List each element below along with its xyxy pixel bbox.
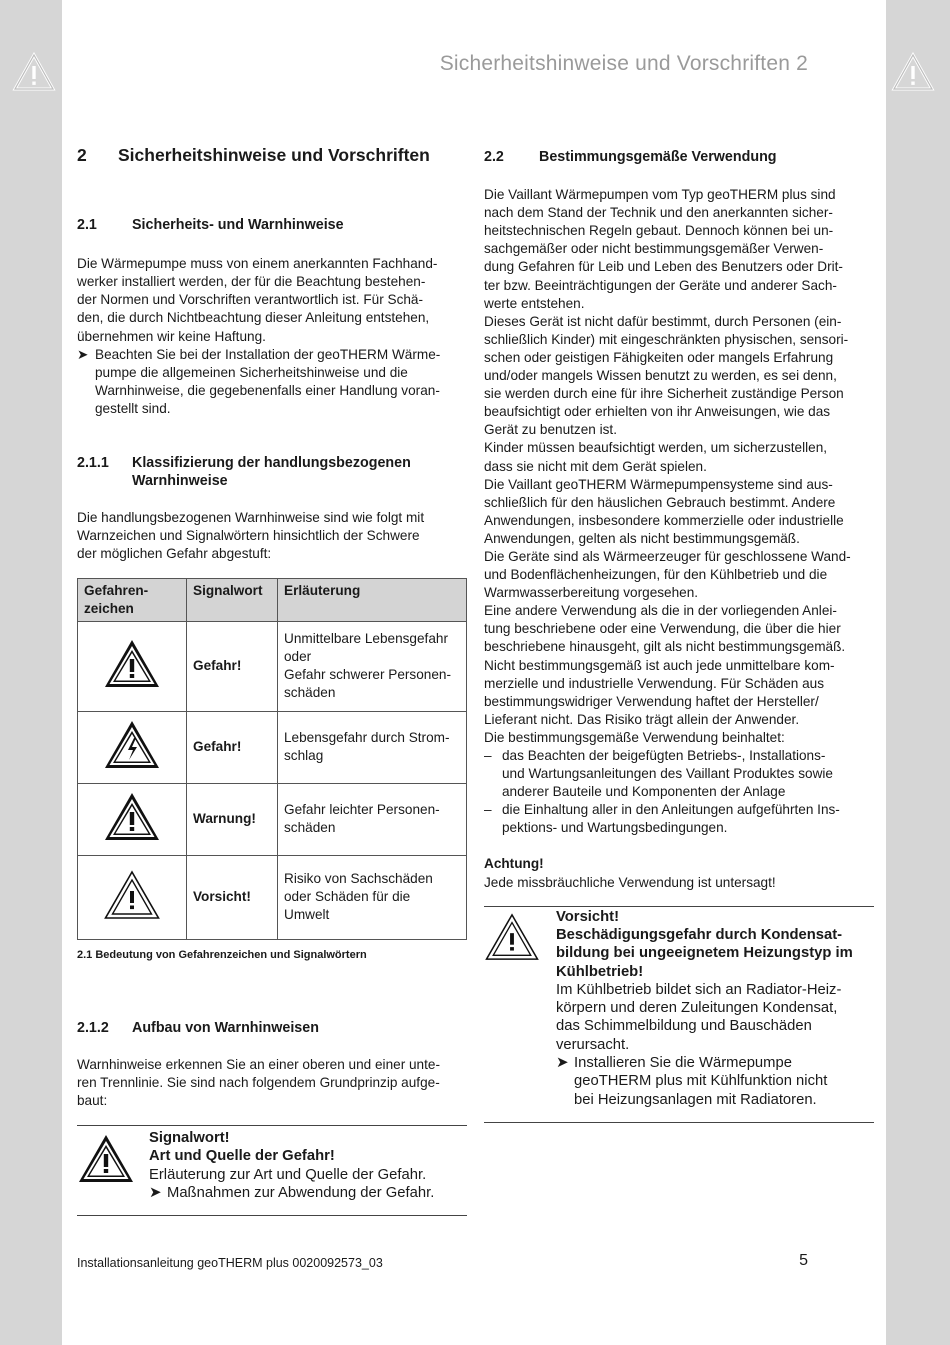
section-title: Aufbau von Warnhinweisen	[132, 1019, 319, 1036]
warning-triangle-icon	[103, 791, 161, 843]
icon-cell	[78, 711, 187, 783]
section-title: Klassifizierung der handlungsbezogenen Warnhinweise	[132, 455, 411, 490]
left-column	[77, 146, 469, 1216]
caution-triangle-outline-icon	[484, 912, 540, 962]
signal-word: Signalwort!	[149, 1130, 230, 1147]
arrow-bullet-icon: ➤	[149, 1185, 162, 1202]
explanation: Risiko von Sachschäden oder Schäden für die Umwelt	[278, 855, 467, 939]
caution-text	[556, 908, 853, 1109]
signal-word: Vorsicht!	[187, 855, 278, 939]
attention-label: Achtung!	[484, 856, 544, 872]
section-number: 2.1.2	[77, 1019, 109, 1036]
chapter-title: Sicherheitshinweise und Vorschriften	[118, 145, 430, 165]
warning-triangle-icon	[77, 1133, 135, 1185]
electric-shock-triangle-icon	[103, 719, 161, 771]
chapter-number: 2	[77, 145, 87, 165]
column-header: Erläuterung	[278, 578, 467, 621]
danger-triangle-icon	[103, 638, 161, 690]
right-column	[484, 148, 876, 1123]
paragraph: Die Wärmepumpe muss von einem anerkannten Fachhand- werker installiert werden, der für die Beachtung bestehen- der Normen und Vorschriften verantwortlich ist. Für Schä- den, die durch Nichtbeachtung dieser Anleitung entstehen, übernehmen wir keine Haftung.	[77, 256, 438, 344]
bullet-item	[149, 1184, 434, 1202]
signal-word: Warnung!	[187, 783, 278, 855]
warning-triangle-icon	[12, 52, 56, 92]
caution-icon-holder	[484, 908, 556, 1109]
table-caption: 2.1 Bedeutung von Gefahrenzeichen und Signalwörtern	[77, 948, 367, 961]
section-title: Sicherheits- und Warnhinweise	[132, 217, 344, 234]
dash-text: die Einhaltung aller in den Anleitungen aufgeführten Ins- pektions- und Wartungsbedingungen.	[502, 802, 840, 836]
signal-word: Vorsicht!	[556, 908, 620, 925]
footer-text: Installationsanleitung geoTHERM plus 0020092573_03	[77, 1256, 383, 1270]
dash-item	[484, 747, 876, 801]
table-row	[78, 711, 467, 783]
explanation: Lebensgefahr durch Strom- schlag	[278, 711, 467, 783]
bullet-text: Maßnahmen zur Abwendung der Gefahr.	[167, 1185, 435, 1202]
running-header: Sicherheitshinweise und Vorschriften 2	[439, 52, 808, 75]
dash-bullet: –	[484, 748, 492, 763]
signal-words-table	[77, 578, 467, 940]
dash-bullet: –	[484, 802, 492, 818]
icon-cell	[78, 855, 187, 939]
document-page	[62, 0, 886, 1345]
icon-cell	[78, 621, 187, 711]
explanation: Gefahr leichter Personen- schäden	[278, 783, 467, 855]
warning-icon-holder	[77, 1129, 149, 1202]
paragraph: Warnhinweise erkennen Sie an einer oberen und einer unte- ren Trennlinie. Sie sind nach folgendem Grundprinzip aufge- baut:	[77, 1056, 440, 1109]
chapter-heading	[77, 146, 469, 164]
dash-item	[484, 801, 876, 837]
caution-box	[484, 906, 874, 1123]
signal-word: Gefahr!	[187, 621, 278, 711]
warning-triangle-icon	[891, 52, 935, 92]
paragraph: Die Vaillant geoTHERM Wärmepumpensysteme sind aus- schließlich für den häuslichen Gebrauch bestimmt. Andere Anwendungen, insbesondere kommerzielle oder industrielle Anwendungen, gelten als nicht bestimmungsgemäß.	[484, 476, 844, 546]
hazard-explanation: Erläuterung zur Art und Quelle der Gefahr.	[149, 1166, 427, 1183]
section-heading-2-1	[77, 216, 469, 234]
paragraph: Die Vaillant Wärmepumpen vom Typ geoTHERM plus sind nach dem Stand der Technik und den anerkannten sicher- heitstechnischen Regeln gebaut. Dennoch können bei un- sachgemäßer oder nicht bestimmungsgemäßer Verwen- dung Gefahren für Leib und Leben des Benutzers oder Drit- ter bzw. Beeinträchtigungen der Geräte und anderer Sach- werte entstehen.	[484, 187, 843, 311]
paragraph: Dieses Gerät ist nicht dafür bestimmt, durch Personen (ein- schließlich Kinder) mit eingeschränkten physischen, sensori- schen oder geistigen Fähigkeiten oder mangels Erfahrung und/oder mangels Wissen benutzt zu werden, es sei denn, sie werden durch eine für ihre Sicherheit zuständige Person beaufsichtigt oder erhielten von ihr Anweisungen, wie das Gerät zu benutzen ist.	[484, 313, 849, 438]
explanation: Unmittelbare Lebensgefahr oder Gefahr schwerer Personen- schäden	[278, 621, 467, 711]
dash-text: das Beachten der beigefügten Betriebs-, Installations- und Wartungsanleitungen des Vaillant Produktes sowie anderer Bauteile und Komponenten der Anlage	[502, 748, 833, 800]
attention-text: Jede missbräuchliche Verwendung ist untersagt!	[484, 874, 776, 890]
icon-cell	[78, 783, 187, 855]
hazard-source: Art und Quelle der Gefahr!	[149, 1148, 335, 1165]
bullet-item	[77, 346, 469, 418]
paragraph: Die handlungsbezogenen Warnhinweise sind wie folgt mit Warnzeichen und Signalwörtern hinsichtlich der Schwere der möglichen Gefahr abgestuft:	[77, 510, 425, 562]
section-number: 2.1.1	[77, 455, 109, 472]
paragraph: Die Geräte sind als Wärmeerzeuger für geschlossene Wand- und Bodenflächenheizungen, für den Kühlbetrieb und die Warmwasserbereitung vorgesehen.	[484, 548, 851, 601]
table-row	[78, 855, 467, 939]
paragraph: Eine andere Verwendung als die in der vorliegenden Anlei- tung beschriebene oder eine Verwendung, die über die hier beschriebene hinausgeht, gilt als nicht bestimmungsgemäß. Nicht bestimmungsgemäß ist auch jede unmittelbare kom- merzielle und industrielle Verwendung. Für Schäden aus bestimmungswidriger Verwendung haftet der Hersteller/ Lieferant nicht. Das Risiko trägt allein der Anwender.	[484, 603, 846, 727]
bullet-text: Installieren Sie die Wärmepumpe geoTHERM plus mit Kühlfunktion nicht bei Heizungsanlagen mit Radiatoren.	[574, 1055, 828, 1108]
column-header: Gefahren- zeichen	[78, 578, 187, 621]
table-row	[78, 783, 467, 855]
arrow-bullet-icon: ➤	[77, 346, 89, 362]
paragraph: Kinder müssen beaufsichtigt werden, um sicherzustellen, dass sie nicht mit dem Gerät spielen.	[484, 440, 828, 474]
arrow-bullet-icon: ➤	[556, 1055, 569, 1072]
section-heading-2-2	[484, 148, 876, 166]
section-title: Bestimmungsgemäße Verwendung	[539, 149, 777, 165]
hazard-explanation: Im Kühlbetrieb bildet sich an Radiator-Heiz- körpern und deren Zuleitungen Kondensat, das Schimmelbildung und Bauschäden verursacht.	[556, 981, 842, 1053]
column-header: Signalwort	[187, 578, 278, 621]
warning-text	[149, 1129, 434, 1202]
paragraph: Die bestimmungsgemäße Verwendung beinhaltet:	[484, 729, 785, 745]
section-heading-2-1-1	[77, 454, 469, 490]
bullet-item	[556, 1054, 853, 1109]
section-number: 2.2	[484, 149, 504, 165]
table-header-row	[78, 578, 467, 621]
caution-triangle-outline-icon	[103, 869, 161, 921]
signal-word: Gefahr!	[187, 711, 278, 783]
warning-example-box	[77, 1125, 467, 1216]
bullet-text: Beachten Sie bei der Installation der geoTHERM Wärme- pumpe die allgemeinen Sicherheitshinweise und die Warnhinweise, die gegebenenfalls einer Handlung voran- gestellt sind.	[95, 346, 441, 416]
section-heading-2-1-2	[77, 1019, 469, 1037]
section-number: 2.1	[77, 217, 97, 234]
table-row	[78, 621, 467, 711]
hazard-source: Beschädigungsgefahr durch Kondensat- bildung bei ungeeignetem Heizungstyp im Kühlbetrieb!	[556, 926, 853, 980]
page-number: 5	[799, 1252, 808, 1269]
